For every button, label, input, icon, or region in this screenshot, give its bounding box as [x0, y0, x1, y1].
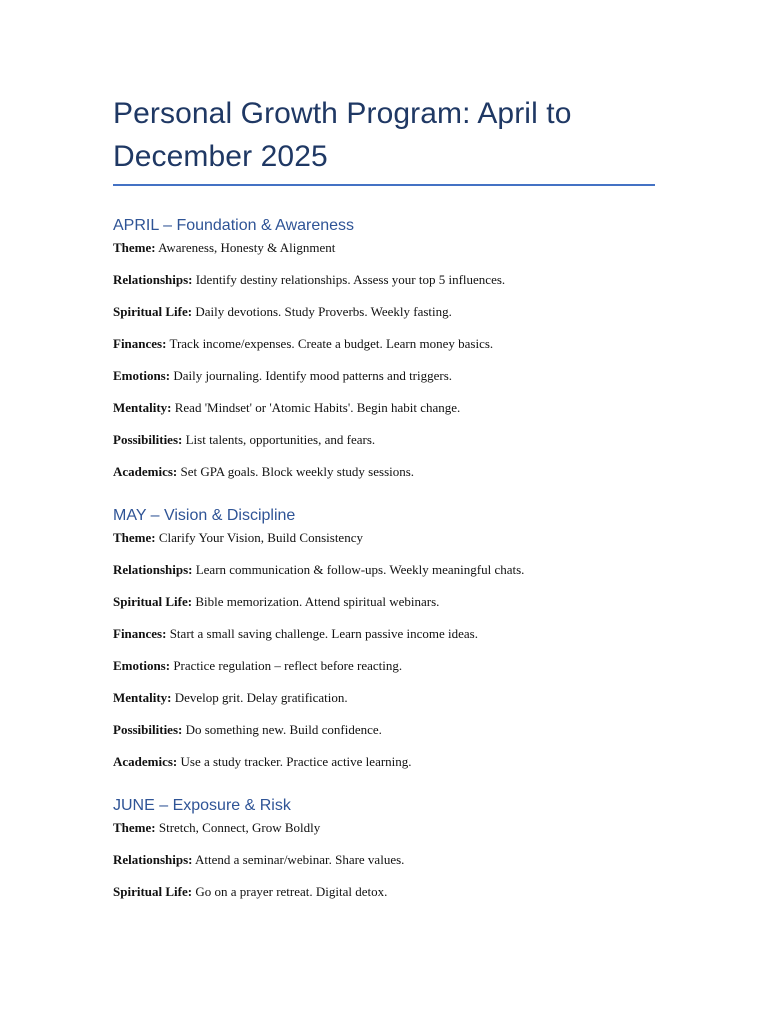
entry-academics: [113, 464, 655, 480]
entry-spiritual-life: [113, 594, 655, 610]
entry-finances: [113, 336, 655, 352]
entry-text: Attend a seminar/webinar. Share values.: [195, 852, 405, 867]
section-june: [113, 796, 655, 900]
entry-label: Emotions:: [113, 658, 171, 673]
entry-text: Stretch, Connect, Grow Boldly: [158, 820, 321, 835]
entry-label: Theme:: [113, 820, 156, 835]
entry-label: Theme:: [113, 530, 156, 545]
entry-text: Awareness, Honesty & Alignment: [158, 240, 336, 255]
entry-label: Possibilities:: [113, 722, 183, 737]
entry-theme: [113, 240, 655, 256]
entry-finances: [113, 626, 655, 642]
entry-mentality: [113, 690, 655, 706]
entry-text: Use a study tracker. Practice active learning.: [180, 754, 412, 769]
entry-text: Practice regulation – reflect before reacting.: [173, 658, 403, 673]
entry-text: Do something new. Build confidence.: [185, 722, 382, 737]
entry-relationships: [113, 852, 655, 868]
entry-text: Daily journaling. Identify mood patterns and triggers.: [173, 368, 453, 383]
entry-academics: [113, 754, 655, 770]
entry-label: Emotions:: [113, 368, 171, 383]
entry-emotions: [113, 658, 655, 674]
document-title: [113, 92, 655, 186]
section-heading-june: JUNE – Exposure & Risk: [113, 797, 291, 814]
section-may: [113, 506, 655, 770]
entry-text: Read 'Mindset' or 'Atomic Habits'. Begin habit change.: [174, 400, 461, 415]
entry-text: Bible memorization. Attend spiritual webinars.: [195, 594, 440, 609]
entry-theme: [113, 820, 655, 836]
entry-possibilities: [113, 432, 655, 448]
section-april: [113, 216, 655, 480]
document-title-line-1: Personal Growth Program: April to: [113, 97, 572, 130]
entry-theme: [113, 530, 655, 546]
entry-text: Learn communication & follow-ups. Weekly meaningful chats.: [195, 562, 525, 577]
entry-label: Finances:: [113, 626, 167, 641]
entry-text: Daily devotions. Study Proverbs. Weekly fasting.: [195, 304, 452, 319]
entry-emotions: [113, 368, 655, 384]
entry-label: Spiritual Life:: [113, 884, 193, 899]
entry-possibilities: [113, 722, 655, 738]
entry-label: Spiritual Life:: [113, 304, 193, 319]
entry-text: Go on a prayer retreat. Digital detox.: [195, 884, 388, 899]
entry-relationships: [113, 562, 655, 578]
section-heading-april: APRIL – Foundation & Awareness: [113, 217, 355, 234]
entry-text: Track income/expenses. Create a budget. Learn money basics.: [169, 336, 494, 351]
entry-label: Spiritual Life:: [113, 594, 193, 609]
entry-text: Develop grit. Delay gratification.: [174, 690, 348, 705]
entry-label: Academics:: [113, 754, 178, 769]
entry-text: Clarify Your Vision, Build Consistency: [158, 530, 363, 545]
entry-text: Start a small saving challenge. Learn passive income ideas.: [169, 626, 478, 641]
entry-text: Identify destiny relationships. Assess your top 5 influences.: [195, 272, 506, 287]
entry-text: List talents, opportunities, and fears.: [185, 432, 376, 447]
entry-relationships: [113, 272, 655, 288]
document-title-line-2: December 2025: [113, 140, 328, 173]
entry-label: Relationships:: [113, 272, 193, 287]
entry-text: Set GPA goals. Block weekly study sessions.: [180, 464, 415, 479]
entry-label: Relationships:: [113, 852, 193, 867]
entry-label: Relationships:: [113, 562, 193, 577]
entry-label: Theme:: [113, 240, 156, 255]
entry-label: Mentality:: [113, 690, 172, 705]
entry-label: Finances:: [113, 336, 167, 351]
entry-label: Possibilities:: [113, 432, 183, 447]
entry-label: Academics:: [113, 464, 178, 479]
entry-spiritual-life: [113, 884, 655, 900]
document-page: [113, 92, 655, 900]
section-heading-may: MAY – Vision & Discipline: [113, 507, 296, 524]
entry-label: Mentality:: [113, 400, 172, 415]
entry-spiritual-life: [113, 304, 655, 320]
entry-mentality: [113, 400, 655, 416]
